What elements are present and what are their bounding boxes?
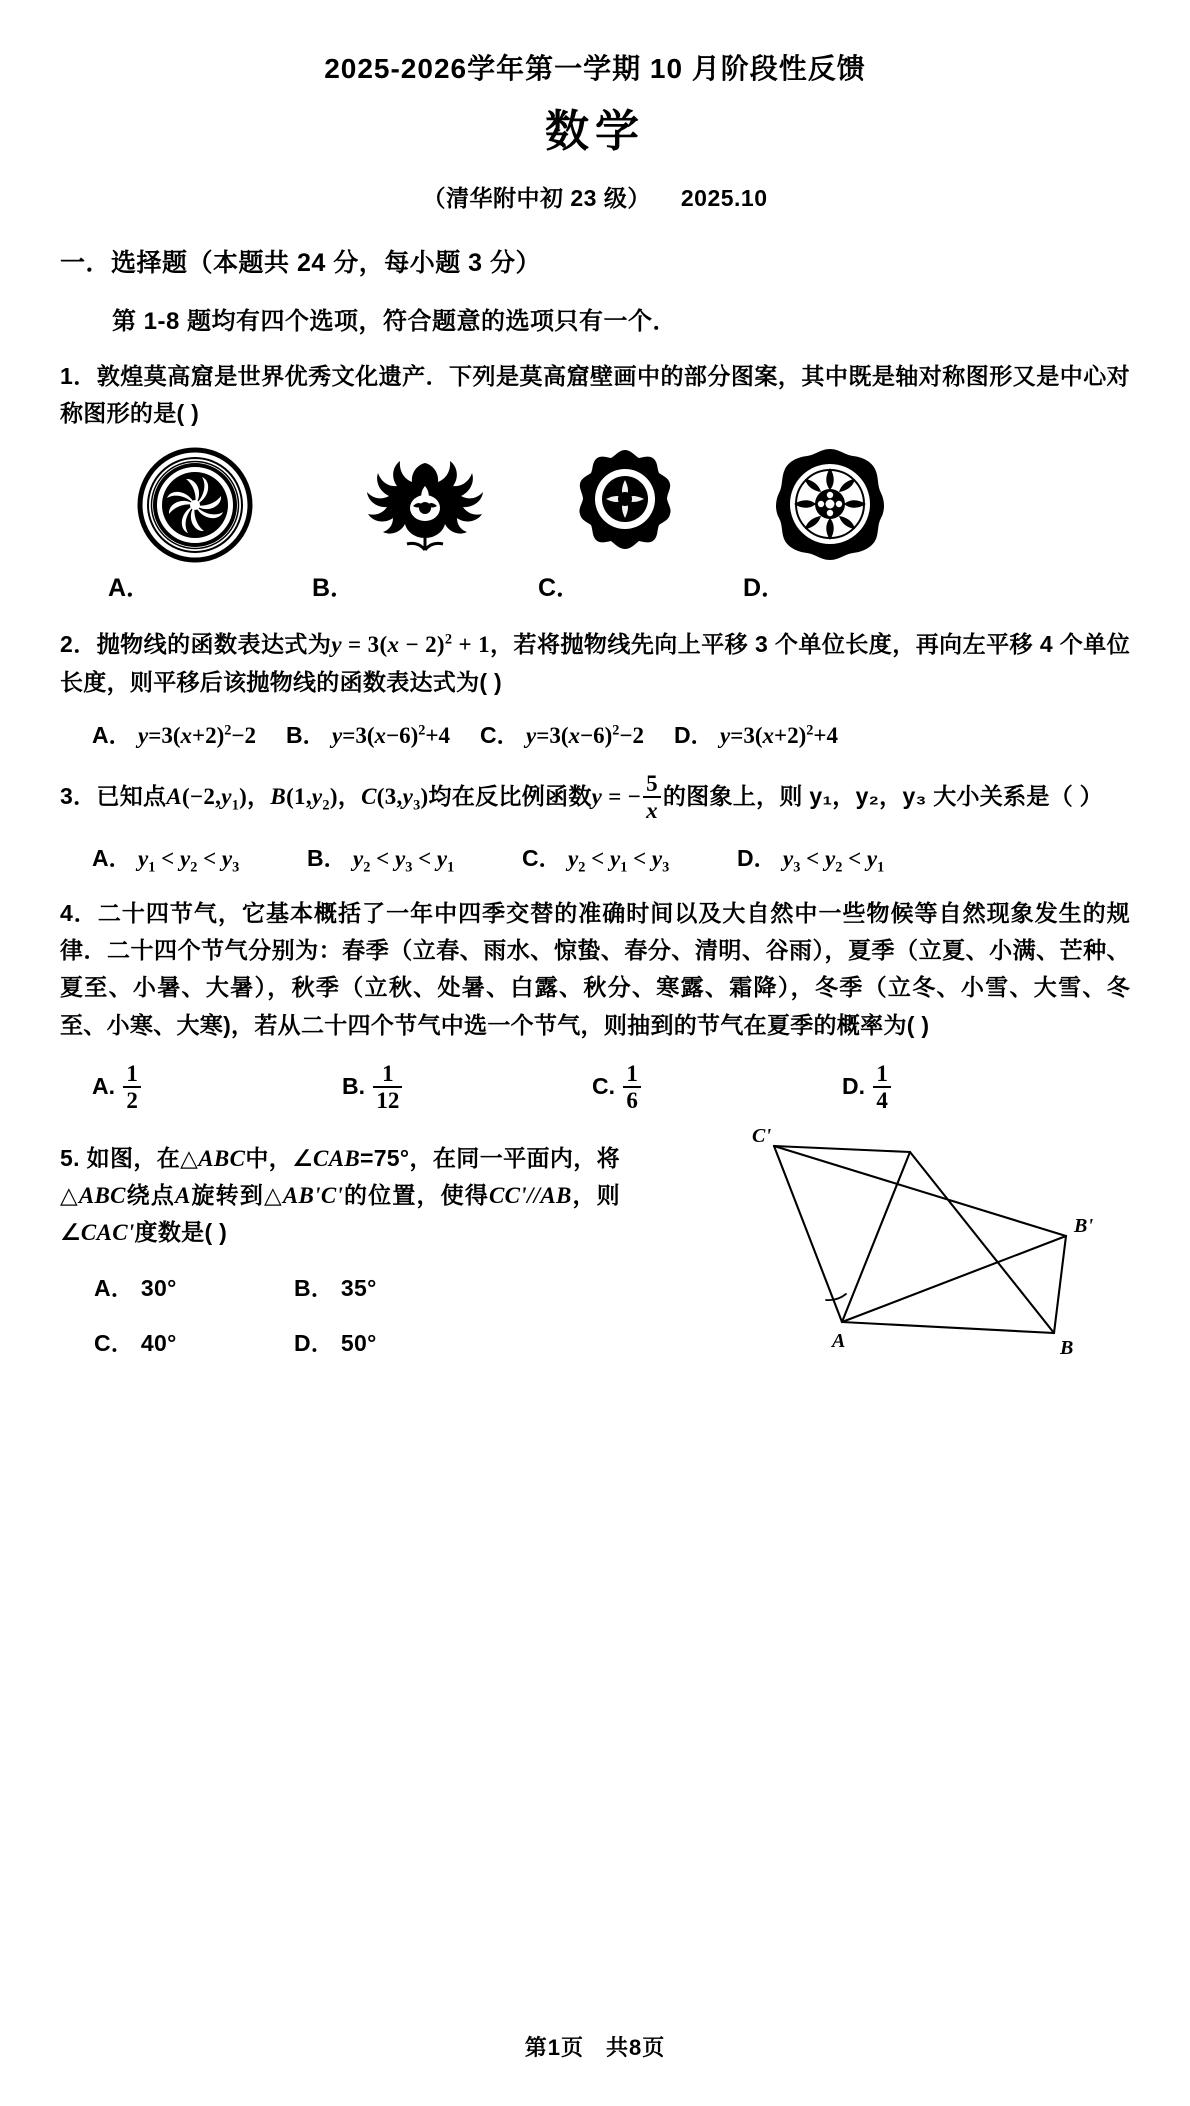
scalloped-disc-pattern-icon	[565, 446, 685, 564]
option-4-a[interactable]	[92, 1062, 342, 1114]
page-title: 2025-2026学年第一学期 10 月阶段性反馈	[324, 53, 866, 84]
question-5-point-a: A	[174, 1183, 191, 1209]
question-5-options-row-2	[94, 1325, 514, 1362]
question-5-parallel-cond: CC'//AB	[489, 1183, 572, 1209]
option-5-d-label: D．	[294, 1329, 335, 1356]
question-5-triangle-abc: ABC	[198, 1145, 246, 1171]
option-2-c-expr: $y=3(x-6)^2-2$	[526, 722, 644, 748]
lotus-medallion-pattern-icon	[765, 446, 895, 564]
question-5-angle-cab: CAB	[313, 1145, 360, 1171]
option-4-c-label: C.	[592, 1072, 615, 1099]
question-3-function: y = − $\frac{5}{x}$	[592, 784, 663, 809]
exam-origin: （清华附中初 23 级）	[422, 184, 651, 211]
option-2-c-label: C．	[480, 721, 520, 748]
question-5-number: 5.	[60, 1144, 80, 1171]
figure-label-a: A．	[108, 574, 152, 603]
option-3-c-expr: $y_2 < y_1 < y_3$	[568, 845, 670, 876]
option-2-d-expr: $y=3(x+2)^2+4$	[720, 722, 838, 748]
question-5-triangle-abc-prime: AB'C'	[282, 1183, 344, 1209]
question-3-points: $A(-2,y_1)$	[166, 783, 248, 814]
option-3-d-expr: $y_3 < y_2 < y_1$	[783, 845, 885, 876]
question-2-options	[60, 717, 1130, 750]
option-4-a-fraction: $\frac{1}{2}$	[123, 1062, 141, 1114]
question-3-text-before: 已知点	[96, 782, 167, 809]
question-5-figure	[714, 1128, 1144, 1388]
option-2-b-expr: $y=3(x-6)^2+4$	[332, 722, 450, 748]
option-2-b[interactable]	[286, 717, 450, 750]
floral-symmetric-pattern-icon	[335, 446, 515, 564]
question-1-number: 1．	[60, 362, 97, 389]
question-4-text: 二十四节气，它基本概括了一年中四季交替的准确时间以及大自然中一些物候等自然现象发生的规律．二十四个节气分别为：春季（立春、雨水、惊蛰、春分、清明、谷雨），夏季（立夏、小满、芒种、夏至、小暑、大暑），秋季（立秋、处暑、白露、秋分、寒露、霜降），冬季（立冬、小雪、大雪、冬至、小寒、大寒)，若从二十四个节气中选一个节气，则抽到的节气在夏季的概率为( )	[60, 899, 1130, 1038]
question-5-triangle-abc-2: ABC	[78, 1183, 126, 1209]
option-5-c[interactable]	[94, 1325, 294, 1362]
question-5-line2-a: △	[60, 1182, 79, 1209]
section-note: 第 1-8 题均有四个选项，符合题意的选项只有一个．	[112, 307, 678, 335]
question-5-text	[60, 1140, 620, 1252]
question-5-options	[60, 1270, 514, 1363]
question-5-line1-b: 中，∠	[245, 1144, 314, 1171]
option-3-c[interactable]	[522, 840, 737, 876]
option-5-a-label: A．	[94, 1274, 135, 1301]
option-2-d[interactable]	[674, 717, 838, 750]
option-5-b[interactable]	[294, 1270, 377, 1307]
option-2-a-label: A．	[92, 721, 132, 748]
question-5-line2-c: 旋转到△	[190, 1182, 283, 1209]
option-4-b-fraction: $\frac{1}{12}$	[373, 1062, 402, 1114]
option-5-b-expr: 35°	[340, 1274, 377, 1301]
figure-option-d[interactable]	[765, 446, 895, 564]
option-4-d-fraction: $\frac{1}{4}$	[873, 1062, 891, 1114]
question-5-angle-cacprime: CAC'	[80, 1220, 135, 1246]
question-2-text-after: ，若将抛物线先向上平移 3 个单位长度，再向左平移 4 个单位长度，则平移后该抛物线的函数表达式为( )	[60, 631, 1131, 695]
question-5	[60, 1127, 1130, 1362]
question-2-number: 2．	[60, 631, 97, 658]
exam-meta	[60, 180, 1130, 213]
figure-option-b[interactable]	[335, 446, 515, 564]
option-3-b[interactable]	[307, 840, 522, 876]
question-5-line3-a: 则∠	[60, 1182, 620, 1246]
option-3-d-label: D．	[737, 844, 777, 871]
exam-date: 2025.10	[680, 184, 768, 211]
question-3: 3．已知点$A(-2,y_1)$，$B(1,y_2)$，$C(3,y_3)$均在反比例函数y = − $\frac{5}{x}$ 的图象上，则 y₁，y₂，y₃ 大小关系是（ ）	[60, 770, 1103, 824]
option-4-b-label: B.	[342, 1072, 365, 1099]
question-1-figure-labels	[60, 568, 1130, 604]
option-5-a[interactable]	[94, 1270, 294, 1307]
option-2-d-label: D．	[674, 721, 714, 748]
vertex-label-c-prime: C'	[752, 1127, 772, 1147]
figure-option-a[interactable]	[130, 446, 260, 564]
option-4-d-label: D.	[842, 1072, 865, 1099]
option-5-a-expr: 30°	[140, 1274, 177, 1301]
option-3-d[interactable]	[737, 840, 885, 876]
question-3-text-mid: 均在反比例函数	[428, 782, 592, 809]
question-5-line3-b: 度数是( )	[134, 1219, 228, 1246]
question-4-options	[60, 1062, 1130, 1114]
question-2-text-before: 抛物线的函数表达式为	[96, 631, 332, 658]
option-5-c-label: C．	[94, 1329, 135, 1356]
question-2	[60, 626, 1130, 701]
question-1-text: 敦煌莫高窟是世界优秀文化遗产．下列是莫高窟壁画中的部分图案，其中既是轴对称图形又是中心对称图形的是( )	[60, 362, 1130, 427]
vertex-label-b: B	[1060, 1336, 1074, 1359]
vertex-label-a: A	[832, 1329, 846, 1352]
option-4-a-label: A.	[92, 1072, 115, 1099]
question-4	[60, 895, 1130, 1044]
option-2-a-expr: $y=3(x+2)^2-2$	[138, 722, 256, 748]
question-5-line2-e: ，	[571, 1182, 597, 1209]
question-5-options-row-1	[94, 1270, 514, 1307]
question-3-text-after: 的图象上，则 y₁，y₂，y₃ 大小关系是（ ）	[662, 782, 1103, 809]
option-5-c-expr: 40°	[140, 1329, 177, 1356]
question-3-options	[60, 840, 1130, 876]
option-4-b[interactable]	[342, 1062, 592, 1114]
option-3-c-label: C．	[522, 844, 562, 871]
figure-label-c: C．	[538, 574, 582, 603]
page-footer	[0, 2031, 1190, 2062]
option-5-d[interactable]	[294, 1325, 377, 1362]
rotated-triangle-diagram	[714, 1128, 1144, 1388]
option-5-b-label: B．	[294, 1274, 335, 1301]
question-2-formula: $y = 3(x - 2)^2 + 1$	[331, 631, 490, 658]
vertex-label-b-prime: B'	[1074, 1214, 1094, 1237]
option-2-c[interactable]	[480, 717, 644, 750]
footer-total-pages: 共8页	[606, 2035, 666, 2060]
option-2-a[interactable]	[92, 717, 256, 750]
question-5-line2-b: 绕点	[125, 1182, 175, 1209]
section-heading: 一．选择题（本题共 24 分，每小题 3 分）	[60, 248, 541, 277]
question-4-number: 4．	[60, 899, 98, 926]
option-4-d[interactable]	[842, 1062, 893, 1114]
question-5-line1-c: =75°，在同一平面内，将	[359, 1144, 620, 1171]
question-3-number: 3．	[60, 782, 97, 809]
footer-current-page: 第1页	[524, 2035, 584, 2060]
question-5-line1-a: 如图，在△	[86, 1144, 199, 1171]
option-5-d-expr: 50°	[340, 1329, 377, 1356]
option-3-a[interactable]	[92, 840, 307, 876]
subject-title: 数学	[545, 106, 645, 156]
option-4-c-fraction: $\frac{1}{6}$	[623, 1062, 641, 1114]
rosette-spiral-pattern-icon	[135, 446, 255, 564]
option-3-a-label: A．	[92, 844, 132, 871]
option-3-b-expr: $y_2 < y_3 < y_1$	[353, 845, 455, 876]
figure-label-d: D．	[743, 574, 787, 603]
option-3-a-expr: $y_1 < y_2 < y_3$	[138, 845, 240, 876]
figure-option-c[interactable]	[560, 446, 690, 564]
figure-label-b: B．	[312, 574, 356, 603]
question-1-figures	[60, 446, 1130, 566]
option-4-c[interactable]	[592, 1062, 842, 1114]
question-5-line2-d: 的位置，使得	[343, 1182, 489, 1209]
option-2-b-label: B．	[286, 721, 326, 748]
option-3-b-label: B．	[307, 844, 347, 871]
question-1	[60, 358, 1130, 433]
